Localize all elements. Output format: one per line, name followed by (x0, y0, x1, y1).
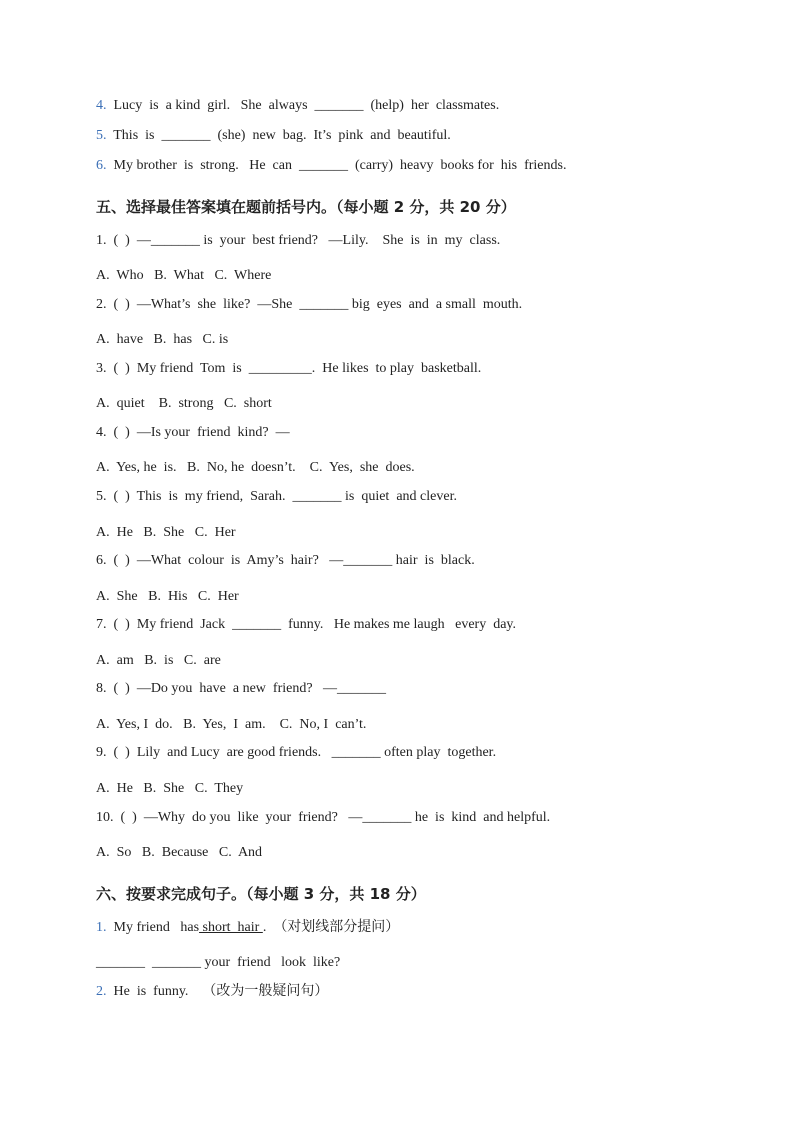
question: 8. ( ) —Do you have a new friend? —_______ (96, 681, 387, 696)
question: 6. ( ) —What colour is Amy’s hair? —_______ hair is black. (96, 553, 475, 568)
section-heading: 六、按要求完成句子。（每小题 3 分，共 18 分） (96, 885, 426, 903)
item-number: 6. (96, 158, 107, 173)
question: 3. ( ) My friend Tom is _________. He likes to play basketball. (96, 361, 482, 376)
item-text: He is funny. （改为一般疑问句） (113, 984, 329, 999)
rewrite-item (96, 919, 399, 937)
question: 5. ( ) This is my friend, Sarah. _______ is quiet and clever. (96, 489, 457, 504)
fill-blank-item (96, 127, 451, 145)
answer-options: A. quiet B. strong C. short (96, 396, 272, 411)
item-text: Lucy is a kind girl. She always _______ (help) her classmates. (113, 98, 500, 113)
question: 10. ( ) —Why do you like your friend? —_______ he is kind and helpful. (96, 810, 551, 825)
answer-line: _______ _______ your friend look like? (96, 955, 341, 970)
rewrite-item (96, 983, 328, 1001)
item-number: 2. (96, 984, 107, 999)
answer-options: A. She B. His C. Her (96, 589, 239, 604)
question: 7. ( ) My friend Jack _______ funny. He makes me laugh every day. (96, 617, 517, 632)
answer-options: A. Yes, he is. B. No, he doesn’t. C. Yes, she does. (96, 460, 415, 475)
answer-options: A. So B. Because C. And (96, 845, 263, 860)
item-number: 4. (96, 98, 107, 113)
fill-blank-item (96, 97, 499, 115)
item-number: 5. (96, 128, 107, 143)
question: 1. ( ) —_______ is your best friend? —Lily. She is in my class. (96, 233, 501, 248)
answer-options: A. Yes, I do. B. Yes, I am. C. No, I can’t. (96, 717, 367, 732)
question: 9. ( ) Lily and Lucy are good friends. _______ often play together. (96, 745, 497, 760)
answer-options: A. He B. She C. Her (96, 525, 236, 540)
item-text-before: My friend has (113, 920, 200, 935)
section-heading: 五、选择最佳答案填在题前括号内。（每小题 2 分，共 20 分） (96, 198, 516, 216)
item-number: 1. (96, 920, 107, 935)
question: 2. ( ) —What’s she like? —She _______ big eyes and a small mouth. (96, 297, 523, 312)
item-text: This is _______ (she) new bag. It’s pink and beautiful. (113, 128, 451, 143)
question: 4. ( ) —Is your friend kind? — (96, 425, 290, 440)
answer-options: A. have B. has C. is (96, 332, 229, 347)
answer-options: A. am B. is C. are (96, 653, 221, 668)
answer-options: A. He B. She C. They (96, 781, 244, 796)
item-instruction: . （对划线部分提问） (262, 920, 400, 935)
answer-options: A. Who B. What C. Where (96, 268, 272, 283)
fill-blank-item (96, 157, 566, 175)
item-text: My brother is strong. He can _______ (carry) heavy books for his friends. (113, 158, 567, 173)
underlined-phrase: short hair (199, 920, 263, 935)
